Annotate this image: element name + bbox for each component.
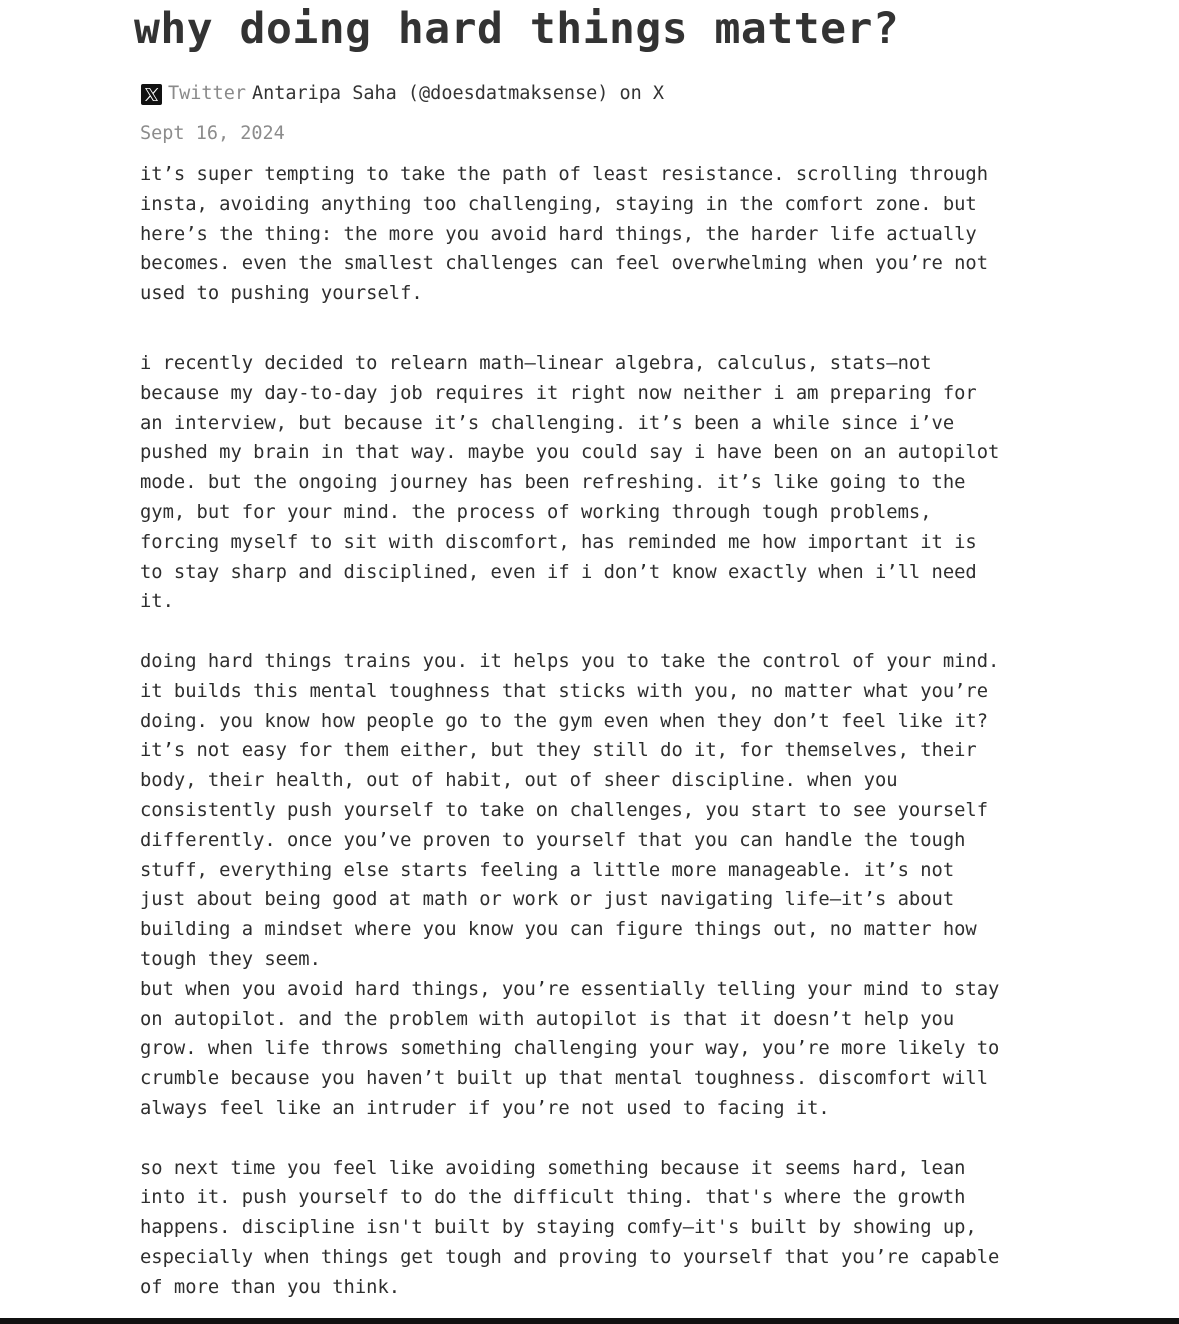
text-line: grow. when life throws something challenging your way, you’re more likely to: [140, 1038, 1000, 1060]
text-line: into it. push yourself to do the difficult thing. that's where the growth: [140, 1187, 966, 1209]
article-body: [140, 160, 1100, 1302]
text-line: to stay sharp and disciplined, even if i don’t know exactly when i’ll need: [140, 561, 977, 583]
text-line: happens. discipline isn't built by staying comfy—it's built by showing up,: [140, 1217, 977, 1239]
text-line: building a mindset where you know you can figure things out, no matter how: [140, 919, 977, 941]
text-line: forcing myself to sit with discomfort, has reminded me how important it is: [140, 531, 977, 553]
text-line: doing. you know how people go to the gym even when they don’t feel like it?: [140, 710, 989, 732]
text-line: differently. once you’ve proven to yourself that you can handle the tough: [140, 829, 966, 851]
author-link[interactable]: Antaripa Saha (@doesdatmaksense) on X: [251, 83, 665, 104]
text-line: pushed my brain in that way. maybe you could say i have been on an autopilot: [140, 442, 1000, 464]
paragraph: [140, 349, 1100, 617]
text-line: but when you avoid hard things, you’re essentially telling your mind to stay: [140, 978, 1000, 1000]
text-line: tough they seem.: [140, 948, 321, 970]
text-line: an interview, but because it’s challenging. it’s been a while since i’ve: [140, 412, 955, 434]
bottom-border: [0, 1318, 1179, 1324]
text-line: especially when things get tough and proving to yourself that you’re capable: [140, 1246, 1000, 1268]
publish-date: Sept 16, 2024: [140, 123, 285, 144]
article-title: why doing hard things matter?: [134, 4, 900, 54]
text-line: i recently decided to relearn math—linear algebra, calculus, stats—not: [140, 352, 932, 374]
text-line: always feel like an intruder if you’re not used to facing it.: [140, 1097, 830, 1119]
text-line: becomes. even the smallest challenges can feel overwhelming when you’re not: [140, 253, 989, 275]
text-line: doing hard things trains you. it helps you to take the control of your mind.: [140, 650, 1000, 672]
text-line: it builds this mental toughness that sticks with you, no matter what you’re: [140, 680, 989, 702]
source-name: Twitter: [168, 83, 246, 104]
paragraph-gap: [140, 617, 1100, 647]
text-line: here’s the thing: the more you avoid hard things, the harder life actually: [140, 223, 977, 245]
x-logo-icon: [141, 84, 162, 105]
text-line: mode. but the ongoing journey has been refreshing. it’s like going to the: [140, 472, 966, 494]
text-line: because my day-to-day job requires it right now neither i am preparing for: [140, 382, 977, 404]
text-line: just about being good at math or work or just navigating life—it’s about: [140, 889, 955, 911]
text-line: so next time you feel like avoiding something because it seems hard, lean: [140, 1157, 966, 1179]
text-line: consistently push yourself to take on challenges, you start to see yourself: [140, 799, 989, 821]
paragraph-gap: [140, 309, 1100, 349]
text-line: stuff, everything else starts feeling a little more manageable. it’s not: [140, 859, 955, 881]
text-line: used to pushing yourself.: [140, 283, 423, 305]
text-line: it’s not easy for them either, but they still do it, for themselves, their: [140, 740, 977, 762]
text-line: body, their health, out of habit, out of sheer discipline. when you: [140, 770, 898, 792]
text-line: insta, avoiding anything too challenging, staying in the comfort zone. but: [140, 193, 977, 215]
paragraph: [140, 160, 1100, 309]
text-line: it’s super tempting to take the path of least resistance. scrolling through: [140, 164, 989, 185]
paragraph-gap: [140, 1124, 1100, 1154]
text-line: crumble because you haven’t built up that mental toughness. discomfort will: [140, 1068, 989, 1090]
text-line: gym, but for your mind. the process of working through tough problems,: [140, 501, 932, 523]
paragraph: [140, 1154, 1100, 1303]
paragraph: [140, 647, 1100, 1124]
text-line: on autopilot. and the problem with autopilot is that it doesn’t help you: [140, 1008, 955, 1030]
source-row: [141, 82, 664, 106]
text-line: of more than you think.: [140, 1276, 401, 1298]
text-line: it.: [140, 591, 174, 613]
